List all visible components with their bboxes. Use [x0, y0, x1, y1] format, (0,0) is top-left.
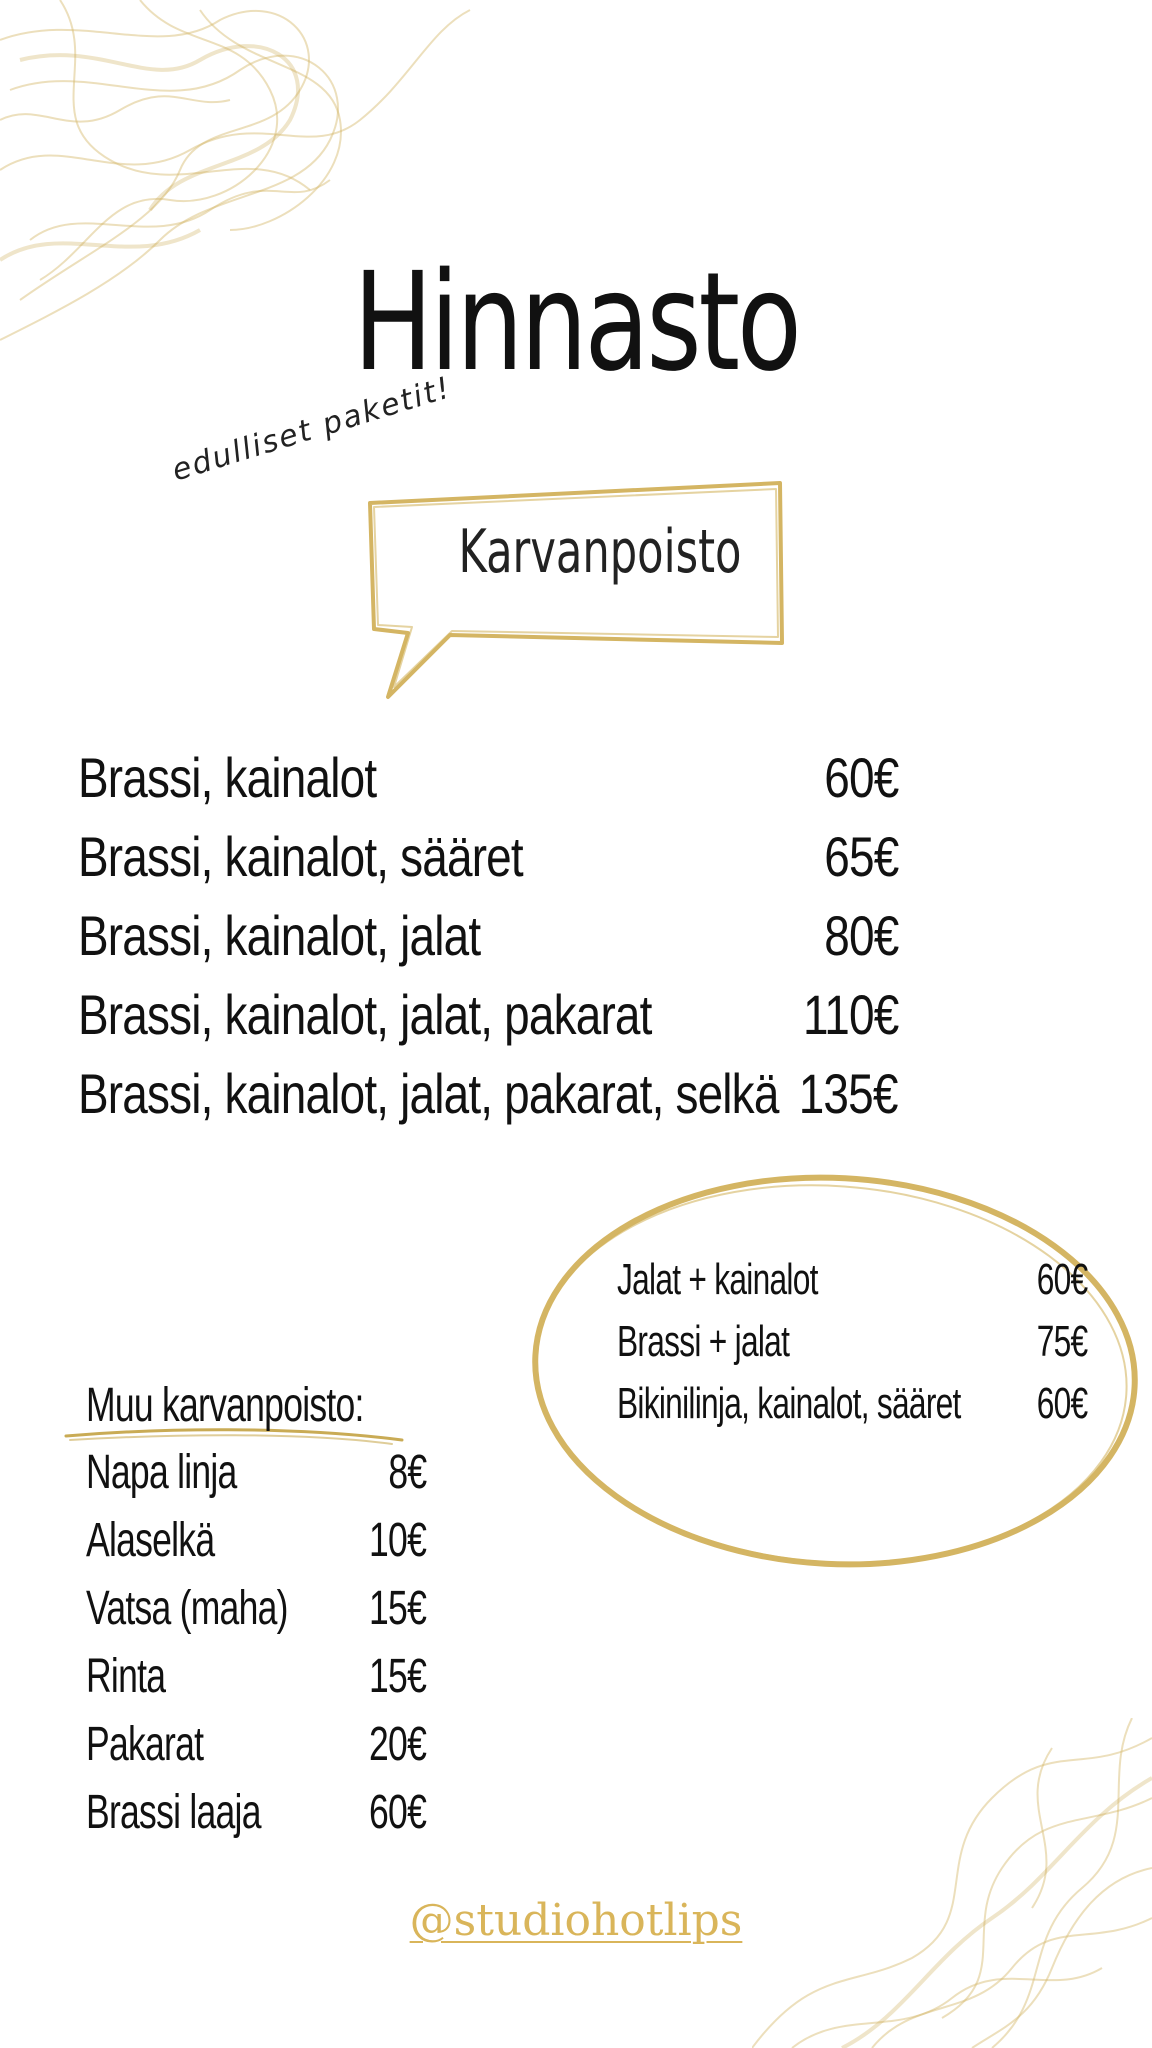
- gold-brush-decoration-bottom: [752, 1718, 1152, 2048]
- other-row-price: 60€: [368, 1786, 426, 1839]
- price-row: [78, 982, 898, 1061]
- other-row: [86, 1445, 426, 1513]
- price-row-price: 135€: [799, 1062, 898, 1125]
- other-row-label: Alaselkä: [86, 1514, 215, 1567]
- price-row-price: 65€: [823, 825, 898, 888]
- other-row-price: 15€: [368, 1650, 426, 1703]
- other-row: [86, 1649, 426, 1717]
- other-row-price: 8€: [387, 1446, 426, 1499]
- other-row: [86, 1581, 426, 1649]
- package-row: [617, 1379, 1087, 1441]
- other-row-label: Vatsa (maha): [86, 1582, 288, 1635]
- other-row: [86, 1785, 426, 1853]
- price-row-label: Brassi, kainalot, jalat: [78, 904, 481, 967]
- other-row-price: 10€: [368, 1514, 426, 1567]
- other-section-title: Muu karvanpoisto:: [86, 1379, 364, 1432]
- other-price-list: [86, 1445, 426, 1853]
- price-row: [78, 745, 898, 824]
- package-row-label: Jalat + kainalot: [617, 1255, 818, 1304]
- tagline: edulliset paketit!: [168, 370, 456, 489]
- price-row-label: Brassi, kainalot, sääret: [78, 825, 523, 888]
- speech-bubble: [360, 465, 820, 715]
- price-row: [78, 824, 898, 903]
- other-row-label: Rinta: [86, 1650, 166, 1703]
- package-row-price: 60€: [1036, 1379, 1087, 1428]
- package-row: [617, 1317, 1087, 1379]
- price-row: [78, 903, 898, 982]
- package-row-label: Brassi + jalat: [617, 1317, 790, 1366]
- other-row-price: 15€: [368, 1582, 426, 1635]
- price-row-price: 60€: [823, 746, 898, 809]
- page-title: Hinnasto: [353, 244, 799, 402]
- package-row-price: 60€: [1036, 1255, 1087, 1304]
- price-row-label: Brassi, kainalot, jalat, pakarat, selkä: [78, 1062, 779, 1125]
- social-handle-link[interactable]: @studiohotlips: [409, 1895, 743, 1946]
- other-row-label: Brassi laaja: [86, 1786, 261, 1839]
- other-row-label: Pakarat: [86, 1718, 204, 1771]
- section-label: Karvanpoisto: [458, 517, 742, 587]
- package-row: [617, 1255, 1087, 1317]
- other-row-label: Napa linja: [86, 1446, 237, 1499]
- other-row: [86, 1513, 426, 1581]
- price-row-price: 80€: [823, 904, 898, 967]
- package-row-price: 75€: [1036, 1317, 1087, 1366]
- price-row: [78, 1061, 898, 1140]
- price-row-label: Brassi, kainalot: [78, 746, 377, 809]
- main-price-list: [78, 745, 898, 1140]
- price-row-price: 110€: [802, 983, 898, 1046]
- other-row-price: 20€: [368, 1718, 426, 1771]
- package-row-label: Bikinilinja, kainalot, sääret: [617, 1379, 961, 1428]
- other-row: [86, 1717, 426, 1785]
- price-row-label: Brassi, kainalot, jalat, pakarat: [78, 983, 652, 1046]
- package-price-list: [617, 1255, 1087, 1441]
